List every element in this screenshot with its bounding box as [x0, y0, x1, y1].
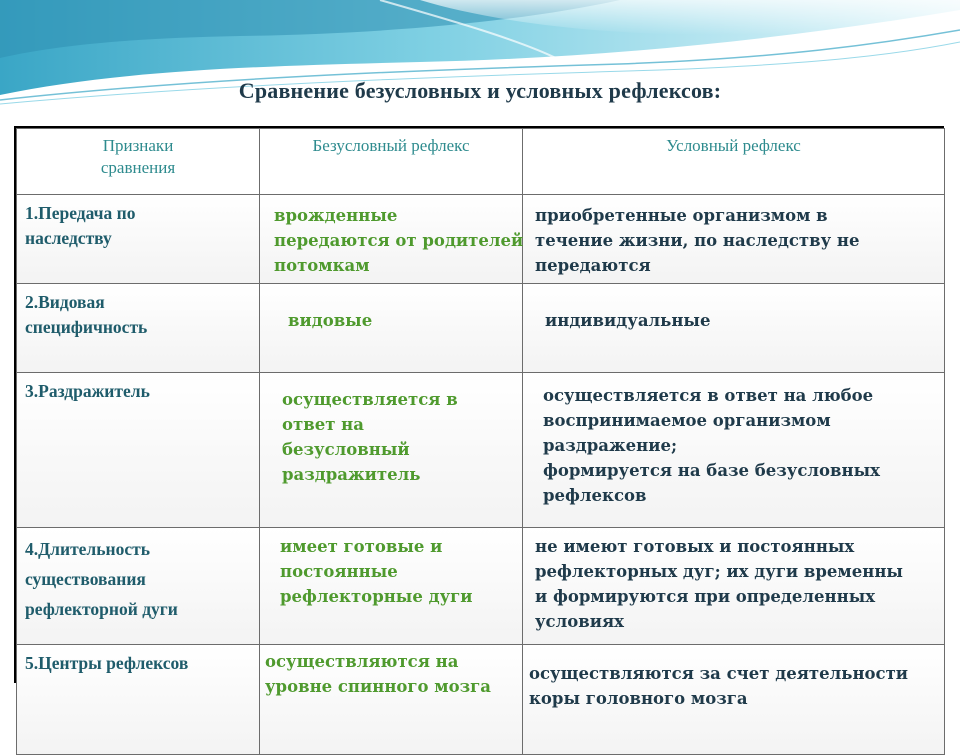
conditioned-cell: осуществляются за счет деятельности коры головного мозга	[523, 645, 945, 755]
feature-cell: 4.Длительность существования рефлекторной дуги	[17, 528, 260, 645]
header-conditioned: Условный рефлекс	[523, 129, 945, 195]
feature-cell: 1.Передача по наследству	[17, 195, 260, 284]
unconditioned-cell: имеет готовые и постоянные рефлекторные дуги	[260, 528, 523, 645]
slide-title: Сравнение безусловных и условных рефлексов:	[238, 78, 722, 103]
unconditioned-cell: осуществляются на уровне спинного мозга	[260, 645, 523, 755]
table-row	[17, 373, 945, 528]
conditioned-cell: индивидуальные	[523, 284, 945, 373]
header-unconditioned: Безусловный рефлекс	[260, 129, 523, 195]
header-features-line1: Признаки	[102, 136, 174, 155]
unconditioned-cell: видовые	[260, 284, 523, 373]
feature-cell: 3.Раздражитель	[17, 373, 260, 528]
table-row	[17, 195, 945, 284]
unconditioned-cell: врожденные передаются от родителей потомкам	[260, 195, 523, 284]
conditioned-cell: приобретенные организмом в течение жизни, по наследству не передаются	[523, 195, 945, 284]
conditioned-cell: не имеют готовых и постоянных рефлекторных дуг; их дуги временны и формируются при определенных условиях	[523, 528, 945, 645]
table-row	[17, 645, 945, 755]
conditioned-cell: осуществляется в ответ на любое воспринимаемое организмом раздражение; формируется на базе безусловных рефлексов	[523, 373, 945, 528]
comparison-table	[14, 126, 944, 708]
table-row	[17, 284, 945, 373]
header-features	[17, 129, 260, 195]
unconditioned-cell: осуществляется в ответ на безусловный раздражитель	[260, 373, 523, 528]
table-row	[17, 528, 945, 645]
feature-cell: 5.Центры рефлексов	[17, 645, 260, 755]
header-features-line2: сравнения	[100, 158, 176, 177]
feature-cell: 2.Видовая специфичность	[17, 284, 260, 373]
